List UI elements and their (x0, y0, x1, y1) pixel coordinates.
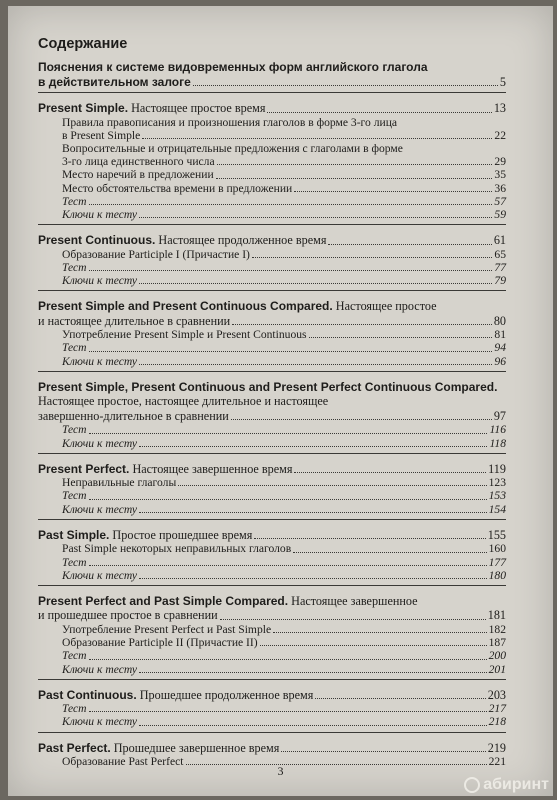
toc-entry[interactable] (38, 409, 506, 424)
toc-heading: Содержание (38, 36, 128, 52)
toc-entry-page: 119 (488, 461, 506, 476)
toc-entry-title-text: Тест (62, 649, 87, 663)
toc-entry-page: 118 (489, 436, 506, 450)
toc-entry[interactable] (38, 233, 506, 248)
toc-entry-title-text: Образование Past Perfect (62, 755, 184, 769)
toc-dot-leader (217, 163, 493, 165)
toc-entry-title (62, 649, 87, 662)
toc-entry[interactable] (38, 274, 506, 287)
toc-entry[interactable] (38, 75, 506, 90)
toc-section (38, 380, 506, 454)
toc-entry-page: 123 (488, 476, 506, 490)
toc-dot-leader (139, 445, 487, 447)
toc-entry-title-text: Настоящее завершенное (288, 593, 418, 608)
toc-entry-title-text: Ключи к тесту (62, 502, 138, 516)
toc-entry[interactable] (38, 155, 506, 168)
toc-entry-title-text: Вопросительные и отрицательные предложения с глаголами в форме (62, 141, 403, 155)
toc-entry-title (62, 636, 258, 649)
toc-entry-title-text: Ключи к тесту (62, 354, 138, 368)
toc-entry-title (62, 261, 87, 274)
toc-entry-title-text: завершенно-длительное в сравнении (38, 408, 229, 423)
toc-dot-leader (89, 564, 487, 566)
toc-entry[interactable] (38, 129, 506, 142)
toc-entry-page: 160 (488, 542, 506, 556)
toc-entry-title-text: Настоящее простое время (128, 101, 266, 115)
toc-entry-title-bold: в действительном залоге (38, 74, 191, 89)
toc-entry-title (38, 688, 313, 703)
toc-entry-page: 180 (488, 568, 506, 582)
toc-entry-title (62, 155, 215, 168)
toc-entry[interactable] (38, 423, 506, 436)
toc-entry-title (62, 195, 87, 208)
toc-dot-leader (281, 750, 485, 752)
toc-entry-title-text: Ключи к тесту (62, 274, 138, 288)
toc-entry-title (62, 437, 137, 450)
toc-entry-page: 80 (493, 313, 506, 328)
toc-entry-page: 79 (494, 274, 506, 288)
toc-entry-title (38, 75, 191, 90)
toc-entry[interactable] (38, 182, 506, 195)
toc-entry-title (38, 594, 418, 609)
toc-entry-title (62, 476, 176, 489)
toc-entry-page: 59 (494, 207, 506, 221)
toc-entry-title-text: Прошедшее завершенное время (110, 740, 280, 755)
toc-entry[interactable] (38, 299, 506, 314)
toc-entry-title (62, 208, 137, 221)
toc-entry-title-text: Тест (62, 555, 87, 569)
toc-entry-title-text: Ключи к тесту (62, 207, 138, 221)
toc-entry[interactable] (38, 663, 506, 676)
toc-entry[interactable] (38, 542, 506, 555)
toc-entry[interactable] (38, 60, 506, 75)
toc-entry-title-text: Место обстоятельства времени в предложении (62, 181, 293, 195)
toc-entry-title-text: Тест (62, 260, 87, 274)
toc-entry-title (38, 528, 252, 543)
toc-entry-title-text: 3-го лица единственного числа (62, 155, 215, 169)
toc-entry-page: 200 (488, 649, 506, 663)
toc-entry[interactable] (38, 142, 506, 155)
toc-entry-page: 94 (494, 341, 506, 355)
toc-section (38, 688, 506, 733)
toc-entry-title-text: Образование Participle II (Причастие II) (62, 636, 258, 650)
toc-entry-title-text: Ключи к тесту (62, 436, 138, 450)
toc-entry-title-text: Прошедшее продолженное время (136, 687, 314, 702)
page-number: 3 (277, 764, 284, 778)
toc-entry-title-bold: Past Simple. (38, 527, 110, 542)
toc-entry[interactable] (38, 476, 506, 489)
toc-entry-title (62, 569, 137, 582)
toc-entry-page: 177 (488, 555, 506, 569)
toc-entry[interactable] (38, 248, 506, 261)
toc-entry-title (62, 328, 307, 341)
toc-entry-title (38, 741, 279, 756)
toc-dot-leader (89, 350, 493, 352)
toc-entry[interactable] (38, 101, 506, 116)
toc-entry-title (62, 341, 87, 354)
toc-dot-leader (260, 644, 487, 646)
toc-entry[interactable] (38, 715, 506, 728)
toc-dot-leader (139, 577, 487, 579)
toc-dot-leader (220, 618, 486, 620)
toc-dot-leader (273, 631, 486, 633)
toc-entry-title (62, 542, 291, 555)
toc-entry-page: 203 (487, 687, 506, 702)
toc-entry-title (38, 394, 328, 409)
toc-entry-title-text: и настоящее длительное в сравнении (38, 313, 231, 328)
toc-entry-title (38, 60, 428, 75)
toc-entry-title-bold: Present Perfect and Past Simple Compared. (38, 593, 289, 608)
toc-entry[interactable] (38, 503, 506, 516)
toc-dot-leader (139, 363, 492, 365)
toc-section (38, 528, 506, 586)
toc-dot-leader (89, 432, 488, 434)
toc-entry[interactable] (38, 741, 506, 756)
toc-entry-title-bold: Present Simple. (38, 101, 129, 115)
toc-dot-leader (139, 724, 487, 726)
toc-entry-page: 154 (488, 502, 506, 516)
toc-entry-page: 29 (494, 155, 506, 169)
toc-entry-title (62, 503, 137, 516)
toc-entry-title (62, 715, 137, 728)
toc-sections (38, 60, 506, 771)
toc-entry-title-text: Настоящее продолженное время (155, 233, 327, 248)
toc-dot-leader (293, 551, 486, 553)
toc-entry[interactable] (38, 688, 506, 703)
toc-entry[interactable] (38, 569, 506, 582)
toc-entry-title-text: Неправильные глаголы (62, 476, 177, 490)
toc-dot-leader (139, 216, 492, 218)
toc-entry[interactable] (38, 116, 506, 129)
toc-entry-title (38, 233, 326, 248)
toc-entry-title-text: Тест (62, 194, 87, 208)
toc-entry[interactable] (38, 556, 506, 569)
toc-entry-title-text: Правила правописания и произношения глаголов в форме 3-го лица (62, 115, 398, 129)
toc-entry-page: 13 (493, 101, 506, 115)
toc-entry-title (62, 142, 403, 155)
toc-entry[interactable] (38, 355, 506, 368)
toc-entry-title-text: Ключи к тесту (62, 662, 138, 676)
toc-entry-title (62, 182, 292, 195)
toc-entry[interactable] (38, 623, 506, 636)
toc-dot-leader (294, 471, 486, 473)
toc-dot-leader (328, 243, 491, 245)
toc-entry-title-text: Простое прошедшее время (109, 527, 253, 542)
toc-entry[interactable] (38, 261, 506, 274)
toc-entry[interactable] (38, 168, 506, 181)
toc-entry-title (62, 248, 250, 261)
toc-entry-title-bold: Пояснения к системе видовременных форм английского глагола (38, 60, 428, 74)
toc-entry-title (62, 274, 137, 287)
toc-dot-leader (178, 484, 486, 486)
toc-entry-title-text: Место наречий в предложении (62, 168, 214, 182)
toc-entry[interactable] (38, 594, 506, 609)
toc-entry[interactable] (38, 702, 506, 715)
toc-entry-page: 182 (488, 622, 506, 636)
toc-entry-title (62, 702, 87, 715)
toc-dot-leader (216, 177, 493, 179)
toc-entry-title (62, 489, 87, 502)
toc-entry-title (38, 409, 229, 424)
toc-entry[interactable] (38, 489, 506, 502)
toc-entry-title-text: Тест (62, 489, 87, 503)
toc-entry-page: 57 (494, 194, 506, 208)
toc-entry[interactable] (38, 462, 506, 477)
toc-entry-title (62, 116, 397, 129)
toc-entry-title (62, 556, 87, 569)
toc-dot-leader (294, 190, 492, 192)
toc-entry[interactable] (38, 328, 506, 341)
toc-entry-title-text: Употребление Present Perfect и Past Simple (62, 622, 272, 636)
toc-entry-page: 187 (488, 636, 506, 650)
toc-entry-title-text: Образование Participle I (Причастие I) (62, 247, 250, 261)
toc-dot-leader (89, 203, 493, 205)
toc-entry[interactable] (38, 314, 506, 329)
toc-entry-title (62, 423, 87, 436)
toc-entry-page: 36 (494, 181, 506, 195)
toc-entry-title-bold: Present Simple, Present Continuous and Present Perfect Continuous Compared. (38, 379, 498, 394)
toc-section (38, 60, 506, 93)
toc-entry-page: 218 (488, 715, 506, 729)
toc-entry[interactable] (38, 528, 506, 543)
toc-entry-title-bold: Past Continuous. (38, 687, 137, 702)
toc-entry[interactable] (38, 437, 506, 450)
toc-dot-leader (193, 84, 498, 86)
toc-entry-title (62, 623, 271, 636)
toc-entry-page: 96 (494, 354, 506, 368)
toc-entry-page: 221 (488, 755, 506, 769)
toc-entry-page: 217 (488, 702, 506, 716)
toc-entry-title (38, 299, 437, 314)
toc-entry-title-text: в Present Simple (62, 128, 141, 142)
toc-entry[interactable] (38, 195, 506, 208)
toc-dot-leader (89, 269, 493, 271)
toc-entry-title (38, 462, 292, 477)
toc-dot-leader (89, 658, 487, 660)
toc-dot-leader (309, 336, 493, 338)
toc-entry-page: 181 (487, 608, 506, 623)
toc-entry-page: 116 (489, 423, 506, 437)
toc-dot-leader (89, 710, 487, 712)
toc-dot-leader (142, 137, 492, 139)
toc-entry[interactable] (38, 636, 506, 649)
toc-dot-leader (89, 498, 487, 500)
toc-dot-leader (139, 282, 492, 284)
toc-entry[interactable] (38, 341, 506, 354)
table-of-contents (38, 36, 506, 779)
toc-entry-title (38, 101, 265, 116)
toc-entry-title-text: Настоящее завершенное время (129, 461, 293, 476)
toc-entry-title-text: Past Simple некоторых неправильных глаголов (62, 542, 292, 556)
toc-dot-leader (139, 671, 487, 673)
toc-entry-page: 219 (487, 740, 506, 755)
toc-entry-title-text: Тест (62, 341, 87, 355)
toc-entry[interactable] (38, 649, 506, 662)
toc-entry-title-text: Тест (62, 702, 87, 716)
toc-entry-title-text: Тест (62, 423, 87, 437)
toc-section (38, 299, 506, 372)
watermark-text: абиринт (483, 776, 549, 793)
toc-entry-title-text: Настоящее простое (332, 299, 437, 314)
toc-entry-title (38, 380, 497, 395)
toc-entry-page: 97 (493, 408, 506, 423)
toc-section (38, 233, 506, 291)
toc-entry-title-text: Употребление Present Simple и Present Continuous (62, 328, 307, 342)
toc-entry-title (62, 663, 137, 676)
toc-section (38, 101, 506, 225)
book-page (8, 6, 553, 796)
toc-dot-leader (315, 697, 485, 699)
toc-entry-title-bold: Present Simple and Present Continuous Compared. (38, 299, 333, 314)
toc-entry[interactable] (38, 608, 506, 623)
toc-entry-title (38, 314, 230, 329)
toc-dot-leader (232, 323, 492, 325)
toc-entry-title-bold: Present Continuous. (38, 233, 156, 248)
toc-entry-title-text: Ключи к тесту (62, 568, 138, 582)
toc-entry-page: 77 (494, 260, 506, 274)
toc-entry-title (62, 355, 137, 368)
toc-entry-page: 61 (493, 233, 506, 248)
toc-entry[interactable] (38, 380, 506, 395)
toc-entry-title (62, 129, 140, 142)
toc-entry-page: 153 (488, 489, 506, 503)
toc-entry-title-bold: Present Perfect. (38, 461, 130, 476)
toc-dot-leader (231, 418, 492, 420)
toc-entry-page: 65 (494, 247, 506, 261)
toc-entry-title-text: Настоящее простое, настоящее длительное и настоящее (38, 394, 329, 409)
watermark-logo (464, 776, 549, 794)
toc-entry-title-bold: Past Perfect. (38, 740, 111, 755)
toc-dot-leader (252, 256, 492, 258)
toc-dot-leader (254, 537, 485, 539)
toc-dot-leader (267, 111, 491, 113)
toc-entry-title-text: и прошедшее простое в сравнении (38, 608, 218, 623)
toc-entry[interactable] (38, 208, 506, 221)
toc-section (38, 462, 506, 520)
toc-section (38, 594, 506, 680)
toc-entry-page: 22 (494, 128, 506, 142)
toc-entry-title (62, 168, 214, 181)
toc-entry-page: 81 (494, 328, 506, 342)
toc-entry[interactable] (38, 394, 506, 409)
toc-entry-page: 201 (488, 662, 506, 676)
toc-entry-page: 5 (499, 74, 506, 89)
toc-dot-leader (139, 511, 487, 513)
toc-entry-page: 155 (487, 527, 506, 542)
toc-entry-title-text: Ключи к тесту (62, 715, 138, 729)
labyrinth-logo-icon (464, 777, 480, 793)
toc-entry-title (38, 608, 218, 623)
toc-entry-page: 35 (494, 168, 506, 182)
